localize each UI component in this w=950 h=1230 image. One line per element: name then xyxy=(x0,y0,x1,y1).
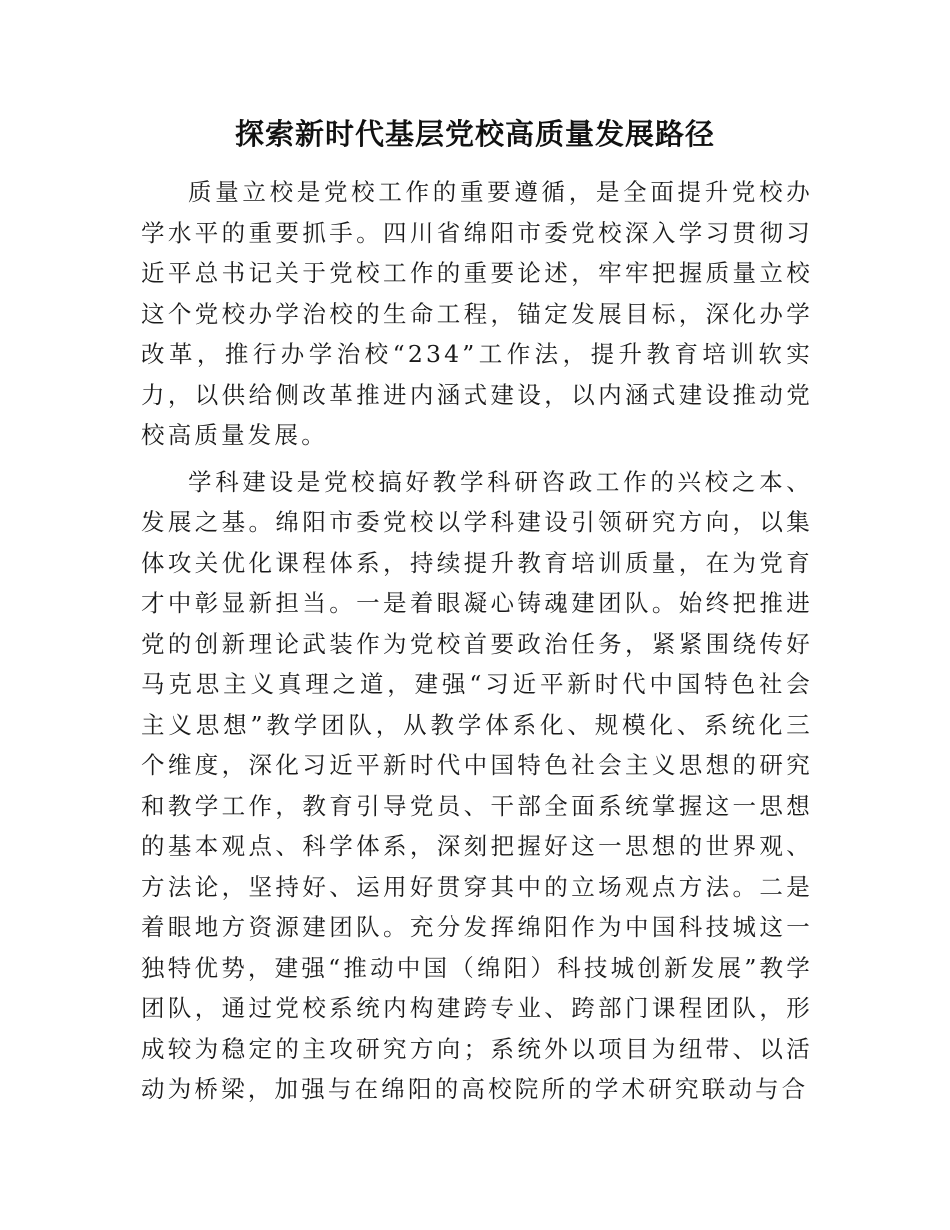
document-body xyxy=(141,172,813,1110)
paragraph-2: 学科建设是党校搞好教学科研咨政工作的兴校之本、发展之基。绵阳市委党校以学科建设引领研究方向，以集体攻关优化课程体系，持续提升教育培训质量，在为党育才中彰显新担当。一是着眼凝心铸魂建团队。始终把推进党的创新理论武装作为党校首要政治任务，紧紧围绕传好马克思主义真理之道，建强“习近平新时代中国特色社会主义思想”教学团队，从教学体系化、规模化、系统化三个维度，深化习近平新时代中国特色社会主义思想的研究和教学工作，教育引导党员、干部全面系统掌握这一思想的基本观点、科学体系，深刻把握好这一思想的世界观、方法论，坚持好、运用好贯穿其中的立场观点方法。二是着眼地方资源建团队。充分发挥绵阳作为中国科技城这一独特优势，建强“推动中国（绵阳）科技城创新发展”教学团队，通过党校系统内构建跨专业、跨部门课程团队，形成较为稳定的主攻研究方向；系统外以项目为纽带、以活动为桥梁，加强与在绵阳的高校院所的学术研究联动与合 xyxy=(141,467,813,1103)
paragraph-1: 质量立校是党校工作的重要遵循，是全面提升党校办学水平的重要抓手。四川省绵阳市委党校深入学习贯彻习近平总书记关于党校工作的重要论述，牢牢把握质量立校这个党校办学治校的生命工程，锚定发展目标，深化办学改革，推行办学治校“234”工作法，提升教育培训软实力，以供给侧改革推进内涵式建设，以内涵式建设推动党校高质量发展。 xyxy=(141,178,813,449)
document-title: 探索新时代基层党校高质量发展路径 xyxy=(234,117,715,151)
